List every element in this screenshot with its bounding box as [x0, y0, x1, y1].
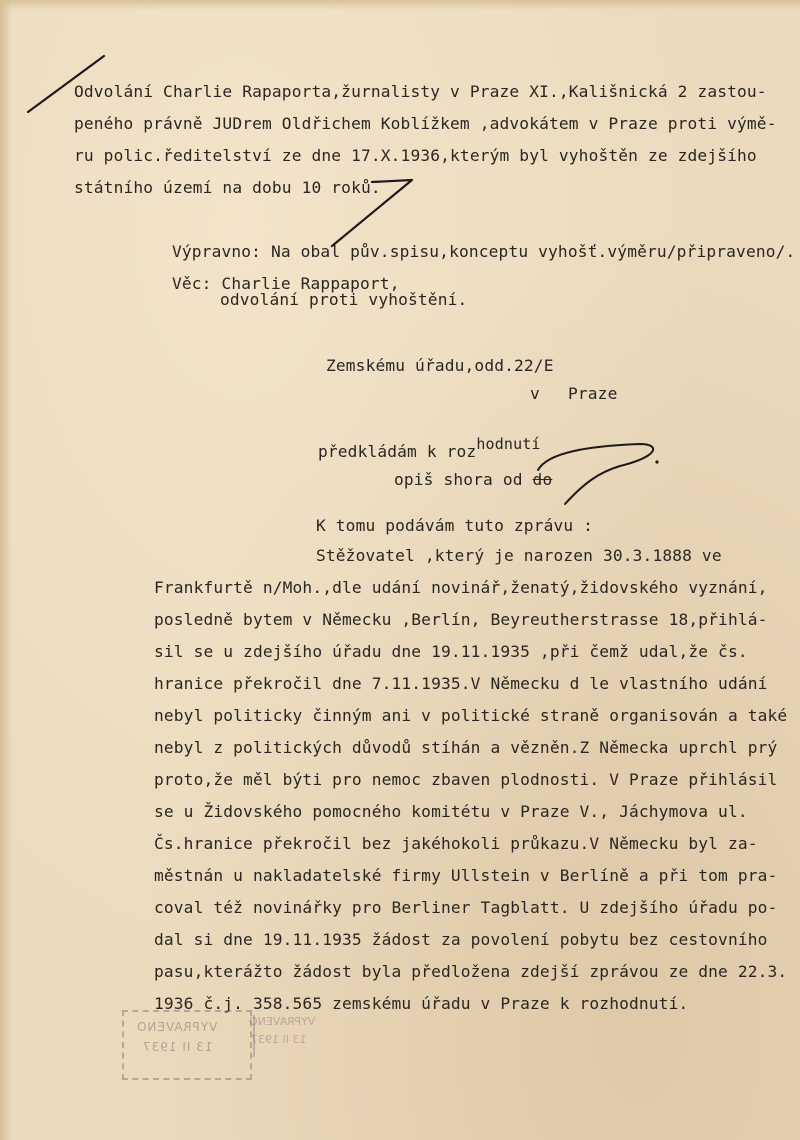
report-line-7: nebyl z politických důvodů stíhán a vězněn.Z Německa uprchl prý [154, 738, 778, 757]
address-city-prefix: v [530, 384, 540, 403]
header-line-1: Odvolání Charlie Rapaporta,žurnalisty v Praze XI.,Kališnická 2 zastou- [74, 82, 767, 101]
second-stamp-text: VYPRAVENO [249, 1015, 316, 1028]
report-line-1: Stěžovatel ,který je narozen 30.3.1888 ve [316, 546, 722, 565]
second-stamp-date: 13 II 1937 [251, 1033, 307, 1046]
report-line-11: městnán u nakladatelské firmy Ullstein v Berlíně a při tom pra- [154, 866, 778, 885]
report-line-3: posledně bytem v Německu ,Berlín, Beyreutherstrasse 18,přihlá- [154, 610, 768, 629]
submission-line2-main: opiš shora od [394, 470, 533, 489]
vec-line-2: odvolání proti vyhoštění. [220, 290, 468, 309]
report-intro: K tomu podávám tuto zprávu : [316, 516, 594, 535]
vec-line-1: Věc: Charlie Rappaport, [172, 274, 400, 293]
received-stamp [122, 1010, 252, 1080]
submission-superscript: hodnutí [476, 435, 541, 453]
stamp-text: VYPRAVENO [136, 1020, 218, 1034]
pen-stroke-middle [538, 444, 653, 504]
report-line-5: hranice překročil dne 7.11.1935.V Německu d le vlastního udání [154, 674, 768, 693]
pen-dot [655, 460, 658, 463]
report-line-8: proto,že měl býti pro nemoc zbaven plodnosti. V Praze přihlásil [154, 770, 778, 789]
report-line-6: nebyl politicky činným ani v politické straně organisován a také [154, 706, 788, 725]
second-stamp [249, 1015, 316, 1057]
vypravno-note: Výpravno: Na obal pův.spisu,konceptu vyhošť.výměru/připraveno/. [172, 242, 796, 261]
header-line-3: ru polic.ředitelství ze dne 17.X.1936,kterým byl vyhoštěn ze zdejšího [74, 146, 757, 165]
report-line-13: dal si dne 19.11.1935 žádost za povolení pobytu bez cestovního [154, 930, 768, 949]
stamp-date: 13 II 1937 [142, 1040, 213, 1054]
submission-main: předkládám k roz [318, 442, 477, 461]
submission-line2-end: do [532, 470, 553, 489]
report-line-14: pasu,kterážto žádost byla předložena zdejší zprávou ze dne 22.3. [154, 962, 788, 981]
header-line-2: peného právně JUDrem Oldřichem Koblížkem ,advokátem v Praze proti výmě- [74, 114, 777, 133]
report-line-9: se u Židovského pomocného komitétu v Praze V., Jáchymova ul. [154, 802, 748, 821]
report-line-12: coval též novinářky pro Berliner Tagblatt. U zdejšího úřadu po- [154, 898, 778, 917]
report-line-4: sil se u zdejšího úřadu dne 19.11.1935 ,při čemž udal,že čs. [154, 642, 748, 661]
address-office: Zemskému úřadu,odd.22/E [326, 356, 554, 375]
report-line-15: 1936 č.j. 358.565 zemskému úřadu v Praze k rozhodnutí. [154, 994, 689, 1013]
header-line-4: státního území na dobu 10 roků. [74, 178, 381, 197]
pen-stroke-top-left [28, 56, 104, 112]
report-line-10: Čs.hranice překročil bez jakéhokoli průkazu.V Německu byl za- [154, 834, 758, 853]
address-city: Praze [568, 384, 618, 403]
report-line-2: Frankfurtě n/Moh.,dle udání novinář,ženatý,židovského vyznání, [154, 578, 768, 597]
pen-stroke-top-right [332, 180, 412, 246]
